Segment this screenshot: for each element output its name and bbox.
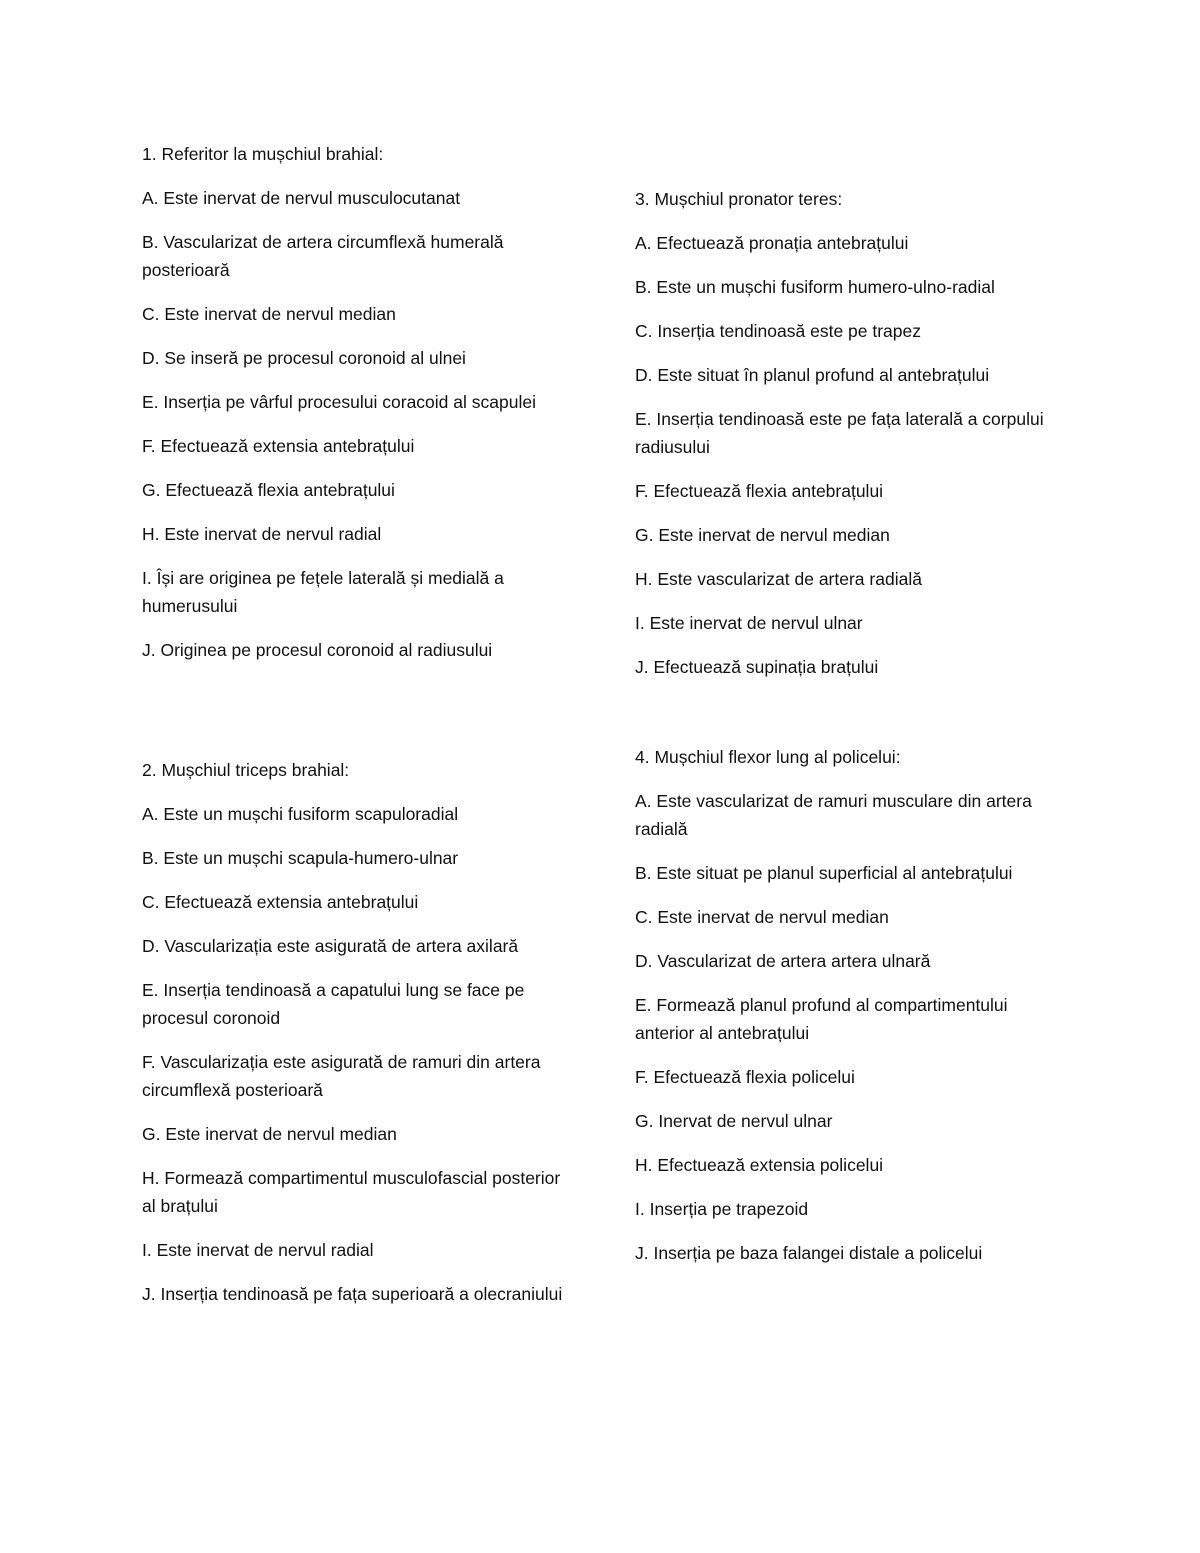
question-title: 3. Mușchiul pronator teres: <box>635 189 843 209</box>
answer-option: B. Vascularizat de artera circumflexă humerală posterioară <box>142 232 504 280</box>
answer-option: E. Formează planul profund al compartimentului anterior al antebrațului <box>635 995 1008 1043</box>
answer-option: I. Este inervat de nervul ulnar <box>635 613 863 633</box>
answer-option: B. Este un mușchi fusiform humero-ulno-radial <box>635 277 995 297</box>
answer-option: A. Este un mușchi fusiform scapuloradial <box>142 804 459 824</box>
question-1 <box>142 140 572 680</box>
answer-option: A. Este inervat de nervul musculocutanat <box>142 188 461 208</box>
answer-option: J. Efectuează supinația brațului <box>635 657 879 677</box>
answer-option: A. Este vascularizat de ramuri musculare din artera radială <box>635 791 1032 839</box>
answer-option: F. Efectuează flexia policelui <box>635 1067 855 1087</box>
answer-option: F. Efectuează flexia antebrațului <box>635 481 884 501</box>
answer-option: F. Vascularizația este asigurată de ramuri din artera circumflexă posterioară <box>142 1052 541 1100</box>
answer-option: D. Se inseră pe procesul coronoid al ulnei <box>142 348 466 368</box>
answer-option: D. Este situat în planul profund al antebrațului <box>635 365 990 385</box>
answer-option: G. Inervat de nervul ulnar <box>635 1111 833 1131</box>
answer-option: H. Este inervat de nervul radial <box>142 524 382 544</box>
answer-option: B. Este un mușchi scapula-humero-ulnar <box>142 848 459 868</box>
answer-option: D. Vascularizația este asigurată de artera axilară <box>142 936 519 956</box>
question-title: 1. Referitor la mușchiul brahial: <box>142 144 384 164</box>
answer-option: C. Efectuează extensia antebrațului <box>142 892 419 912</box>
question-title: 2. Mușchiul triceps brahial: <box>142 760 350 780</box>
answer-option: G. Este inervat de nervul median <box>142 1124 397 1144</box>
question-3 <box>635 185 1065 697</box>
answer-option: J. Inserția tendinoasă pe fața superioară a olecraniului <box>142 1284 563 1304</box>
answer-option: C. Este inervat de nervul median <box>635 907 889 927</box>
answer-option: G. Efectuează flexia antebrațului <box>142 480 395 500</box>
answer-option: F. Efectuează extensia antebrațului <box>142 436 415 456</box>
question-title: 4. Mușchiul flexor lung al policelui: <box>635 747 901 767</box>
answer-option: I. Este inervat de nervul radial <box>142 1240 374 1260</box>
answer-option: H. Efectuează extensia policelui <box>635 1155 884 1175</box>
answer-option: A. Efectuează pronația antebrațului <box>635 233 909 253</box>
answer-option: B. Este situat pe planul superficial al antebrațului <box>635 863 1013 883</box>
answer-option: D. Vascularizat de artera artera ulnară <box>635 951 931 971</box>
question-2 <box>142 756 572 1324</box>
answer-option: H. Formează compartimentul musculofascial posterior al brațului <box>142 1168 561 1216</box>
answer-option: C. Este inervat de nervul median <box>142 304 396 324</box>
answer-option: E. Inserția tendinoasă a capatului lung se face pe procesul coronoid <box>142 980 525 1028</box>
answer-option: J. Inserția pe baza falangei distale a policelui <box>635 1243 983 1263</box>
answer-option: E. Inserția pe vârful procesului coracoid al scapulei <box>142 392 536 412</box>
answer-option: J. Originea pe procesul coronoid al radiusului <box>142 640 493 660</box>
answer-option: I. Își are originea pe fețele laterală și medială a humerusului <box>142 568 504 616</box>
answer-option: C. Inserția tendinoasă este pe trapez <box>635 321 922 341</box>
answer-option: G. Este inervat de nervul median <box>635 525 890 545</box>
answer-option: E. Inserția tendinoasă este pe fața laterală a corpului radiusului <box>635 409 1044 457</box>
question-4 <box>635 743 1065 1283</box>
answer-option: I. Inserția pe trapezoid <box>635 1199 809 1219</box>
answer-option: H. Este vascularizat de artera radială <box>635 569 922 589</box>
